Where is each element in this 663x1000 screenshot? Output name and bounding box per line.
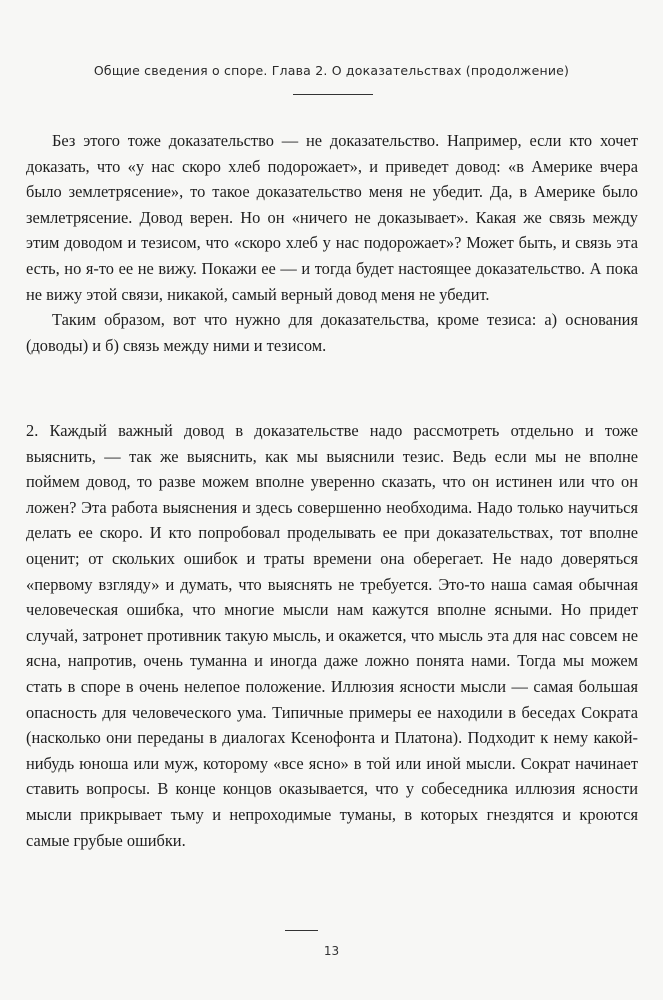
page-number: 13 [323, 944, 340, 958]
paragraph-2: Таким образом, вот что нужно для доказательства, кроме тезиса: а) основания (доводы) и б) связь между ними и тезисом. [26, 310, 638, 355]
header-rule [293, 94, 373, 95]
text-block-1 [26, 128, 638, 358]
paragraph-3: 2. Каждый важный довод в доказательстве надо рассмотреть отдельно и тоже выяснить, — так же выяснить, как мы выяснили тезис. Ведь если мы не вполне поймем довод, то разве можем вполне уверенно сказать, что он истинен или что он ложен? Эта работа выяснения и здесь совершенно необходима. Надо только научиться делать ее скоро. И кто попробовал проделывать ее при доказательствах, тот вполне оценит; от скольких ошибок и траты времени она оберегает. Не надо доверяться «первому взгляду» и думать, что выяснять не требуется. Это-то наша самая обычная человеческая ошибка, что многие мысли нам кажутся вполне ясными. Но придет случай, затронет противник такую мысль, и окажется, что мысль эта для нас совсем не ясна, напротив, очень туманна и иногда даже ложно понята нами. Тогда мы можем стать в споре в очень нелепое положение. Иллюзия ясности мысли — самая большая опасность для человеческого ума. Типичные примеры ее находили в беседах Сократа (насколько они переданы в диалогах Ксенофонта и Платона). Подходит к нему какой-нибудь юноша или муж, которому «все ясно» в той или иной мысли. Сократ начинает ставить вопросы. В конце концов оказывается, что у собеседника иллюзия ясности мысли прикрывает тьму и непроходимые туманы, в которых гнездятся и кроются самые грубые ошибки. [26, 421, 638, 850]
running-head: Общие сведения о споре. Глава 2. О доказательствах (продолжение) [93, 63, 570, 78]
text-block-2 [26, 418, 638, 853]
paragraph-1: Без этого тоже доказательство — не доказательство. Например, если кто хочет доказать, что «у нас скоро хлеб подорожает», и приведет довод: «в Америке вчера было землетрясение», то такое доказательство меня не убедит. Да, в Америке было землетрясение. Довод верен. Но он «ничего не доказывает». Какая же связь между этим доводом и тезисом, что «скоро хлеб у нас подорожает»? Может быть, и связь эта есть, но я-то ее не вижу. Покажи ее — и тогда будет настоящее доказательство. А пока не вижу этой связи, никакой, самый верный довод меня не убедит. [26, 131, 638, 304]
footer-rule [285, 930, 318, 931]
